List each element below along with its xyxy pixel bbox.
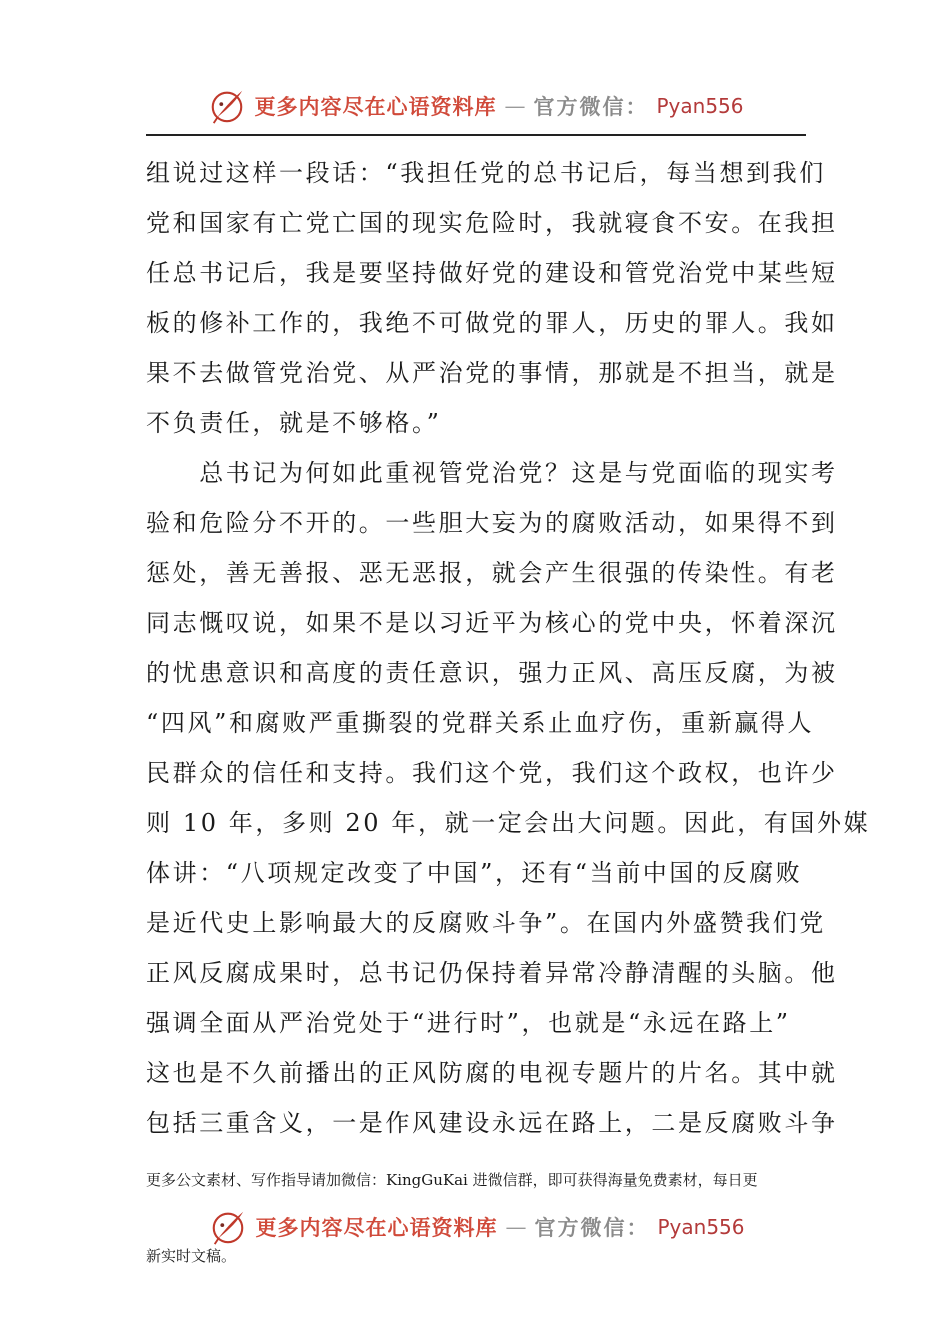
body-line: 同志慨叹说，如果不是以习近平为核心的党中央，怀着深沉 (146, 609, 838, 637)
footer-note-line: 更多公文素材、写作指导请加微信：KingGuKai 进微信群，即可获得海量免费素材，每日更 (146, 1171, 758, 1189)
body-line: 民群众的信任和支持。我们这个党，我们这个政权，也许少 (146, 759, 838, 787)
quill-logo-icon (209, 1208, 247, 1246)
banner-official-label: 官方微信： (533, 94, 649, 119)
banner-title: 更多内容尽在心语资料库 (254, 94, 497, 119)
body-line: 的忧患意识和高度的责任意识，强力正风、高压反腐，为被 (146, 659, 838, 687)
banner-wechat-id: Pyan556 (656, 94, 744, 118)
body-line: 强调全面从严治党处于“进行时”，也就是“永远在路上” (146, 1009, 791, 1037)
body-line: 总书记为何如此重视管党治党？这是与党面临的现实考 (146, 459, 838, 487)
banner-separator: — (505, 1215, 527, 1239)
body-line: 不负责任，就是不够格。” (146, 409, 442, 437)
banner-separator: — (504, 94, 526, 118)
body-line: 体讲：“八项规定改变了中国”，还有“当前中国的反腐败 (146, 859, 803, 887)
body-line: 惩处，善无善报、恶无恶报，就会产生很强的传染性。有老 (146, 559, 838, 587)
body-line: 是近代史上影响最大的反腐败斗争”。在国内外盛赞我们党 (146, 909, 826, 937)
footer-banner-inner (209, 1208, 744, 1246)
quill-logo-icon (208, 87, 246, 125)
document-body (146, 148, 871, 1148)
header-banner (208, 87, 743, 125)
banner-title: 更多内容尽在心语资料库 (255, 1215, 498, 1240)
footer-note-continuation: 新实时文稿。 (146, 1247, 237, 1265)
body-line: 包括三重含义，一是作风建设永远在路上，二是反腐败斗争 (146, 1109, 838, 1137)
footer-banner (146, 1205, 808, 1249)
body-line: 组说过这样一段话：“我担任党的总书记后，每当想到我们 (146, 159, 826, 187)
body-line: “四风”和腐败严重撕裂的党群关系止血疗伤，重新赢得人 (146, 709, 815, 737)
body-line: 这也是不久前播出的正风防腐的电视专题片的片名。其中就 (146, 1059, 838, 1087)
body-line: 任总书记后，我是要坚持做好党的建设和管党治党中某些短 (146, 259, 838, 287)
body-line: 果不去做管党治党、从严治党的事情，那就是不担当，就是 (146, 359, 838, 387)
body-line: 则 10 年，多则 20 年，就一定会出大问题。因此，有国外媒 (146, 809, 871, 837)
body-line: 正风反腐成果时，总书记仍保持着异常冷静清醒的头脑。他 (146, 959, 838, 987)
banner-official-label: 官方微信： (534, 1215, 650, 1240)
footer-note (146, 1168, 808, 1192)
body-line: 党和国家有亡党亡国的现实危险时，我就寝食不安。在我担 (146, 209, 838, 237)
page-header (146, 78, 806, 136)
body-line: 验和危险分不开的。一些胆大妄为的腐败活动，如果得不到 (146, 509, 838, 537)
banner-wechat-id: Pyan556 (657, 1215, 745, 1239)
body-line: 板的修补工作的，我绝不可做党的罪人，历史的罪人。我如 (146, 309, 838, 337)
